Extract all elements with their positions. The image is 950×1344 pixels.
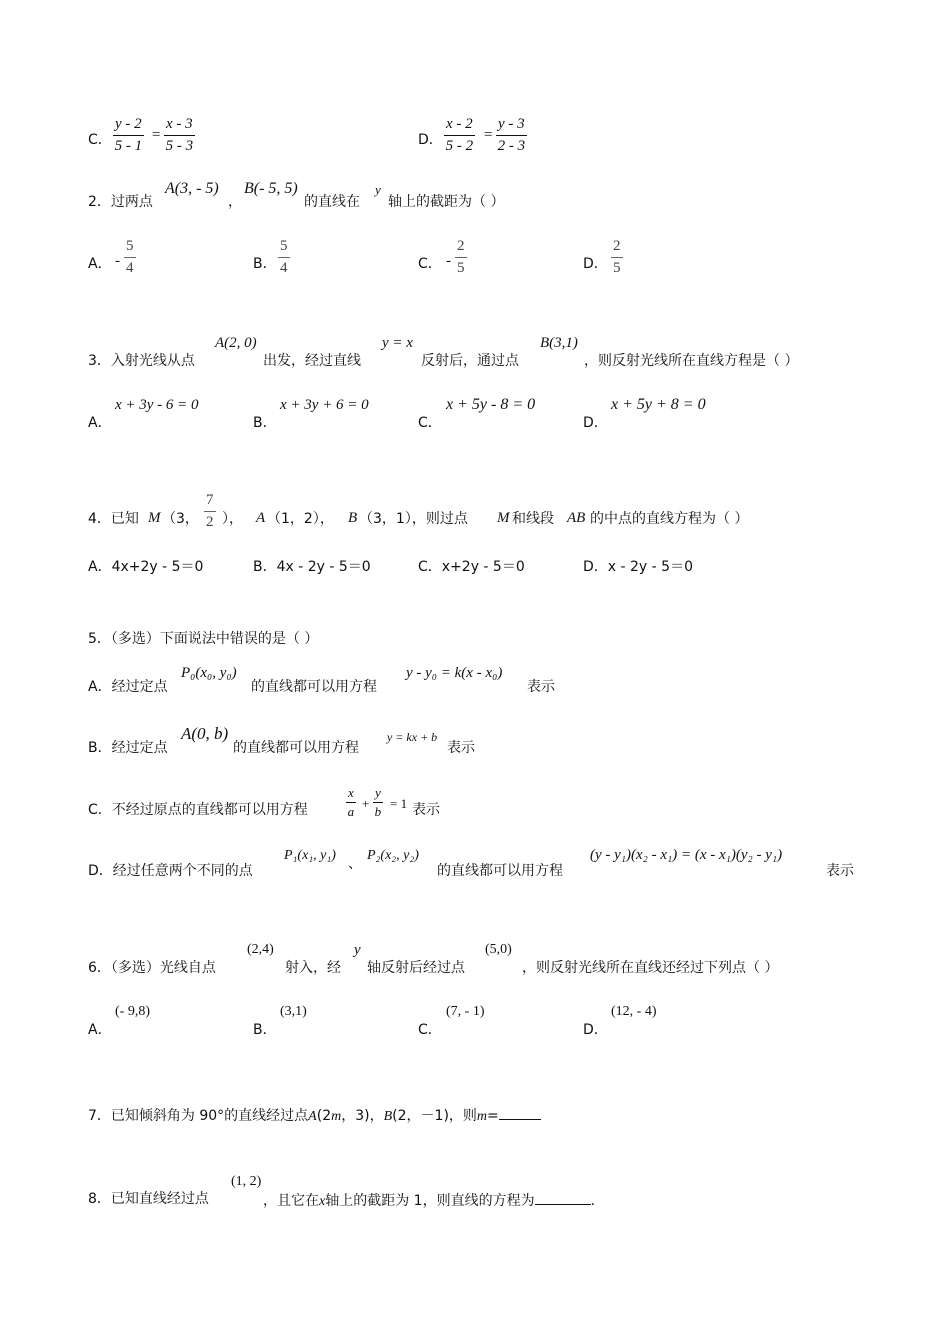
fraction-numerator: y - 3 (496, 116, 527, 136)
q5-option-d-text2: 的直线都可以用方程 (437, 863, 563, 879)
fraction-denominator: 4 (126, 259, 134, 276)
q7-answer-blank[interactable] (499, 1107, 541, 1120)
q6-stem-part3: 轴反射后经过点 (367, 960, 465, 976)
fraction-numerator: y (373, 786, 383, 803)
q3-option-d-equation: x + 5y + 8 = 0 (611, 396, 706, 413)
q5-option-d-text1: D．经过任意两个不同的点 (88, 863, 253, 879)
fraction-numerator: x - 3 (164, 116, 195, 136)
q6-option-d-point: (12, - 4) (611, 1004, 657, 1019)
q4-option-a: A．4x+2y - 5＝0 (88, 559, 204, 575)
q5-option-d-point1: P₁(x₁, y₁) (284, 848, 336, 863)
q6-option-b-point: (3,1) (280, 1004, 307, 1019)
fraction-denominator: 2 - 3 (497, 137, 526, 154)
q1-option-c-label: C． (88, 132, 112, 148)
q2-stem-part1: 2．过两点 (88, 194, 153, 210)
q7-point-b: B (383, 1109, 393, 1124)
q2-option-c-fraction (455, 238, 467, 276)
q8-answer-blank[interactable] (535, 1192, 591, 1205)
fraction-denominator: 4 (280, 259, 288, 276)
q2-option-b-label: B． (253, 256, 277, 272)
q6-axis-y: y (354, 942, 361, 958)
q4-stem-part7: 的中点的直线方程为（ ） (590, 511, 749, 527)
q8-point: (1, 2) (231, 1174, 262, 1189)
q6-option-c-label: C． (418, 1022, 442, 1038)
q1-option-d-label: D． (418, 132, 443, 148)
fraction-denominator: 5 (613, 259, 621, 276)
q2-option-c-label: C． (418, 256, 442, 272)
q3-stem-part3: 反射后，通过点 (421, 353, 519, 369)
q5-option-d-point2: P₂(x₂, y₂) (367, 848, 419, 863)
q5-option-a-text1: A．经过定点 (88, 679, 168, 695)
fraction-numerator: x (346, 786, 356, 803)
fraction-denominator: 5 - 3 (165, 137, 194, 154)
q3-option-b-equation: x + 3y + 6 = 0 (280, 397, 369, 413)
fraction-denominator: 5 (457, 259, 465, 276)
q1-option-c-right-fraction (164, 116, 195, 154)
q4-fraction (204, 492, 216, 530)
q2-option-d-label: D． (583, 256, 608, 272)
q2-point-b: B(- 5, 5) (244, 180, 298, 197)
q3-line-equation: y = x (382, 335, 413, 351)
q8-text-part2: ，且它在 (263, 1193, 319, 1209)
fraction-denominator: b (374, 804, 382, 820)
q5-option-a-equation: y - y₀ = k(x - x₀) (406, 665, 503, 681)
fraction-numerator: 7 (204, 492, 216, 512)
q7-text-part1: 7．已知倾斜角为 90°的直线经过点 (88, 1108, 309, 1124)
q6-option-a-label: A． (88, 1022, 112, 1038)
q3-point-a: A(2, 0) (215, 335, 257, 351)
minus-sign: - (446, 253, 451, 269)
q3-option-a-label: A． (88, 415, 112, 431)
q3-option-a-equation: x + 3y - 6 = 0 (115, 397, 199, 413)
q6-stem-part2: 射入，经 (285, 960, 341, 976)
q7-point-a: A (308, 1109, 317, 1124)
q5-option-b-text1: B．经过定点 (88, 740, 168, 756)
q5-stem: 5．（多选）下面说法中错误的是（ ） (88, 631, 319, 647)
q3-stem-part1: 3．入射光线从点 (88, 353, 195, 369)
q4-stem-part1: 4．已知 (88, 511, 139, 527)
q6-option-c-point: (7, - 1) (446, 1004, 485, 1019)
q4-point-m2: M (497, 510, 510, 526)
q2-point-a: A(3, - 5) (165, 180, 219, 197)
fraction-numerator: x - 2 (444, 116, 475, 136)
q5-option-d-separator: 、 (348, 856, 362, 872)
q6-option-d-label: D． (583, 1022, 608, 1038)
q5-option-b-text3: 表示 (447, 740, 475, 756)
q5-option-c-text1: C．不经过原点的直线都可以用方程 (88, 802, 308, 818)
q4-point-a: A (256, 510, 266, 526)
equals-sign: = (152, 127, 161, 143)
q2-option-a-label: A． (88, 256, 112, 272)
fraction-denominator: 5 - 1 (114, 137, 143, 154)
q1-option-d-right-fraction (496, 116, 527, 154)
q4-stem-part4: （1，2）， (267, 511, 334, 527)
fraction-denominator: 5 - 2 (445, 137, 474, 154)
fraction-numerator: 5 (278, 238, 290, 258)
q8-axis-x: x (319, 1194, 326, 1209)
q6-option-a-point: (- 9,8) (115, 1004, 150, 1019)
q3-option-d-label: D． (583, 415, 608, 431)
q7-text-part5: = (487, 1108, 499, 1124)
q7-variable-m2: m (476, 1109, 488, 1124)
q5-option-a-point: P₀(x₀, y₀) (181, 665, 237, 681)
q5-option-b-equation: y = kx + b (387, 730, 438, 744)
fraction-denominator: 2 (206, 513, 214, 530)
q6-stem-part4: ，则反射光线所在直线还经过下列点（ ） (522, 960, 779, 976)
q1-option-d-left-fraction (444, 116, 475, 154)
equals-sign: = (484, 127, 493, 143)
q4-option-c: C．x+2y - 5＝0 (418, 559, 525, 575)
fraction-denominator: a (347, 804, 355, 820)
q8-text-part4: . (590, 1193, 596, 1209)
q7-line (88, 1107, 541, 1124)
q5-option-a-text3: 表示 (527, 679, 555, 695)
q5-option-c-fraction-y (373, 786, 383, 820)
q4-stem-part2: （3， (162, 511, 199, 527)
q8-text-part1: 8．已知直线经过点 (88, 1191, 209, 1207)
q3-stem-part4: ，则反射光线所在直线方程是（ ） (584, 353, 799, 369)
q3-option-b-label: B． (253, 415, 277, 431)
q6-point1: (2,4) (247, 942, 274, 957)
q3-option-c-equation: x + 5y - 8 = 0 (446, 396, 536, 413)
q7-variable-m: m (331, 1109, 342, 1124)
q4-point-b: B (348, 510, 358, 526)
q6-stem-part1: 6．（多选）光线自点 (88, 960, 216, 976)
q5-option-c-fraction-x (346, 786, 356, 820)
plus-sign: + (362, 796, 370, 811)
q5-option-a-text2: 的直线都可以用方程 (251, 679, 377, 695)
q2-axis-y: y (375, 182, 381, 197)
q2-option-d-fraction (611, 238, 623, 276)
q7-text-part4: (2，－1)，则 (392, 1108, 477, 1124)
q4-option-d: D．x - 2y - 5＝0 (583, 559, 693, 575)
q5-option-b-text2: 的直线都可以用方程 (233, 740, 359, 756)
q4-stem-part6: 和线段 (512, 511, 554, 527)
q3-option-c-label: C． (418, 415, 442, 431)
q2-option-b-fraction (278, 238, 290, 276)
q4-segment-ab: AB (567, 510, 586, 526)
fraction-numerator: 2 (611, 238, 623, 258)
fraction-numerator: y - 2 (113, 116, 144, 136)
fraction-numerator: 5 (124, 238, 136, 258)
q8-line-rest (263, 1192, 595, 1209)
q3-point-b: B(3,1) (540, 335, 578, 351)
q4-stem-part5: （3，1），则过点 (359, 511, 468, 527)
q2-comma: ， (228, 194, 242, 210)
minus-sign: - (115, 253, 120, 269)
q6-option-b-label: B． (253, 1022, 277, 1038)
q2-option-a-fraction (124, 238, 136, 276)
q4-option-b: B．4x - 2y - 5＝0 (253, 559, 371, 575)
q1-option-c-left-fraction (113, 116, 144, 154)
q2-stem-part3: 轴上的截距为（ ） (388, 194, 505, 210)
q7-text-part2: (2 (316, 1108, 332, 1124)
q4-point-m: M (148, 510, 161, 526)
q5-option-c-equals-one: = 1 (390, 796, 408, 811)
q5-option-b-point: A(0, b) (181, 724, 229, 743)
q7-text-part3: ，3)， (341, 1108, 384, 1124)
q2-stem-part2: 的直线在 (304, 194, 360, 210)
q5-option-c-text2: 表示 (412, 802, 440, 818)
fraction-numerator: 2 (455, 238, 467, 258)
q8-text-part3: 轴上的截距为 1，则直线的方程为 (325, 1193, 535, 1209)
q6-point2: (5,0) (485, 942, 512, 957)
q5-option-d-equation: (y - y₁)(x₂ - x₁) = (x - x₁)(y₂ - y₁) (590, 847, 783, 863)
q4-stem-part3: ）， (222, 511, 243, 527)
q5-option-d-text3: 表示 (826, 863, 854, 879)
q3-stem-part2: 出发，经过直线 (263, 353, 361, 369)
